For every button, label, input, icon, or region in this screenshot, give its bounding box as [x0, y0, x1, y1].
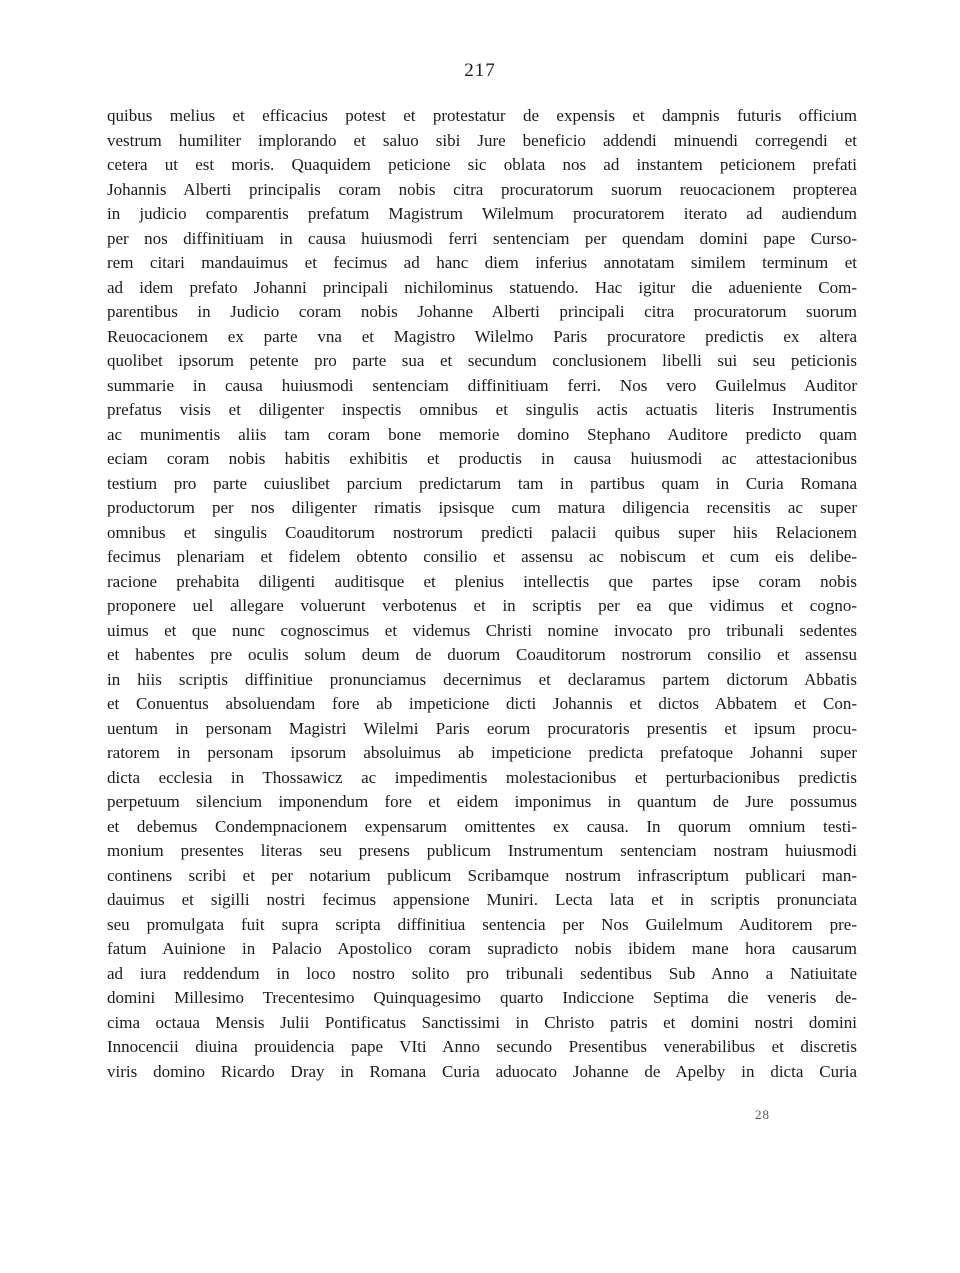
text-line: prefatus visis et diligenter inspectis omnibus et singulis actis actuatis literis Instrumentis — [107, 400, 857, 419]
text-line: Innocencii diuina prouidencia pape VIti Anno secundo Presentibus venerabilibus et discretis — [107, 1037, 857, 1056]
text-line: productorum per nos diligenter rimatis ipsisque cum matura diligencia recensitis ac super — [107, 498, 857, 517]
text-line: testium pro parte cuiuslibet parcium predictarum tam in partibus quam in Curia Romana — [107, 473, 857, 493]
text-line: ac munimentis aliis tam coram bone memorie domino Stephano Auditore predicto quam — [107, 424, 857, 444]
text-line: per nos diffinitiuam in causa huiusmodi ferri sentenciam per quendam domini pape Curso- — [107, 228, 857, 248]
text-line: racione prehabita diligenti auditisque et plenius intellectis que partes ipse coram nobis — [107, 571, 857, 591]
text-line: dauimus et sigilli nostri fecimus appensione Muniri. Lecta lata et in scriptis pronunciata — [107, 890, 857, 909]
page-number: 217 — [464, 60, 496, 81]
text-line: perpetuum silencium imponendum fore et eidem imponimus in quantum de Jure possumus — [107, 792, 857, 811]
text-line: in hiis scriptis diffinitiue pronunciamus decernimus et declaramus partem dictorum Abbatis — [107, 669, 857, 689]
text-line: quolibet ipsorum petente pro parte sua et secundum conclusionem libelli sui seu peticionis — [107, 351, 857, 370]
text-line: ratorem in personam ipsorum absoluimus ab impeticione predicta prefatoque Johanni super — [107, 743, 857, 762]
body-text — [107, 104, 857, 1084]
text-line: omnibus et singulis Coauditorum nostrorum predicti palacii quibus super hiis Relacionem — [107, 522, 857, 542]
text-line: seu promulgata fuit supra scripta diffinitiua sentencia per Nos Guilelmum Auditorem pre- — [107, 914, 857, 934]
text-line: in judicio comparentis prefatum Magistrum Wilelmum procuratorem iterato ad audiendum — [107, 204, 857, 223]
text-line: uentum in personam Magistri Wilelmi Paris eorum procuratoris presentis et ipsum procu- — [107, 718, 857, 738]
text-line: domini Millesimo Trecentesimo Quinquagesimo quarto Indiccione Septima die veneris de- — [107, 988, 857, 1007]
text-line: proponere uel allegare voluerunt verbotenus et in scriptis per ea que vidimus et cogno- — [107, 596, 857, 615]
text-line: vestrum humiliter implorando et saluo sibi Jure beneficio addendi minuendi corregendi et — [107, 130, 857, 150]
text-line: cima octaua Mensis Julii Pontificatus Sanctissimi in Christo patris et domini nostri domini — [107, 1012, 857, 1032]
text-line: Reuocacionem ex parte vna et Magistro Wilelmo Paris procuratore predictis ex altera — [107, 326, 857, 346]
text-line: fecimus plenariam et fidelem obtento consilio et assensu ac nobiscum et cum eis delibe- — [107, 547, 857, 566]
signature-mark: 28 — [755, 1107, 770, 1122]
text-line: rem citari mandauimus et fecimus ad hanc diem inferius annotatam similem terminum et — [107, 253, 857, 272]
text-line: et debemus Condempnacionem expensarum omittentes ex causa. In quorum omnium testi- — [107, 816, 857, 836]
text-line: quibus melius et efficacius potest et protestatur de expensis et dampnis futuris officium — [107, 106, 857, 125]
text-line: Johannis Alberti principalis coram nobis citra procuratorum suorum reuocacionem propterea — [107, 179, 857, 199]
text-line: parentibus in Judicio coram nobis Johanne Alberti principali citra procuratorum suorum — [107, 302, 857, 321]
text-line: eciam coram nobis habitis exhibitis et productis in causa huiusmodi ac attestacionibus — [107, 449, 857, 468]
text-line: continens scribi et per notarium publicum Scribamque nostrum infrascriptum publicari man- — [107, 865, 857, 885]
text-line: et habentes pre oculis solum deum de duorum Coauditorum nostrorum consilio et assensu — [107, 645, 857, 664]
text-line: ad idem prefato Johanni principali nichilominus statuendo. Hac igitur die adueniente Com- — [107, 277, 857, 297]
text-line: cetera ut est moris. Quaquidem peticione sic oblata nos ad instantem peticionem prefati — [107, 155, 857, 174]
text-line: ad iura reddendum in loco nostro solito pro tribunali sedentibus Sub Anno a Natiuitate — [107, 963, 857, 983]
text-line: summarie in causa huiusmodi sentenciam diffinitiuam ferri. Nos vero Guilelmus Auditor — [107, 375, 857, 395]
text-line: et Conuentus absoluendam fore ab impeticione dicti Johannis et dictos Abbatem et Con- — [107, 694, 857, 713]
text-line: viris domino Ricardo Dray in Romana Curia aduocato Johanne de Apelby in dicta Curia — [107, 1061, 857, 1081]
text-line: dicta ecclesia in Thossawicz ac impedimentis molestacionibus et perturbacionibus predictis — [107, 767, 857, 787]
text-line: monium presentes literas seu presens publicum Instrumentum sentenciam nostram huiusmodi — [107, 841, 857, 860]
text-line: fatum Auinione in Palacio Apostolico coram supradicto nobis ibidem mane hora causarum — [107, 939, 857, 958]
text-line: uimus et que nunc cognoscimus et videmus Christi nomine invocato pro tribunali sedentes — [107, 620, 857, 640]
